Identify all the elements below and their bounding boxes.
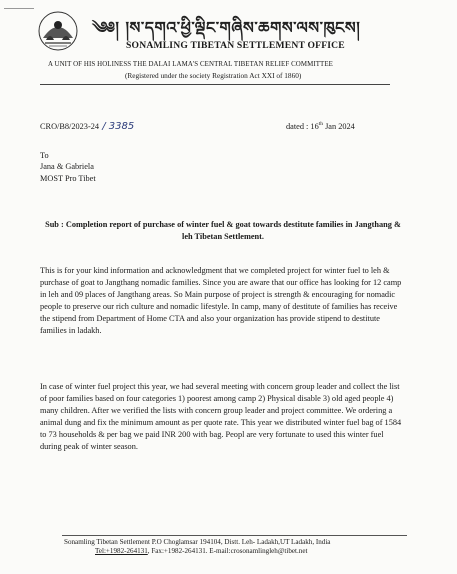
footer-address: Sonamling Tibetan Settlement P.O Choglamsar 194104, Distt. Leh- Ladakh,UT Ladakh, India (64, 538, 331, 546)
tibetan-office-title: ༄༅། །ས་དགའ་ཕྱི་ལྡིང་གཞིས་ཆགས་ལས་ཁུངས། (92, 18, 361, 37)
recipient-org: MOST Pro Tibet (40, 173, 96, 183)
date-suffix: th (318, 121, 323, 127)
letter-date (286, 121, 355, 131)
recipient-block (40, 150, 96, 184)
tibetan-emblem-icon (37, 10, 79, 52)
paragraph-1: This is for your kind information and acknowledgment that we completed project for winter fuel to leh & purchase of goat to Jangthang nomadic families. Since you are aware that our office has looking for 12 camp in leh and 09 places of Jangthang areas. So Main purpose of project is strength & encouraging for nomadic people to preserve our rich culture and nomadic lifestyle. In camp, many of destitute of families has receive the stipend from Department of Home CTA and also your organization has provide stipend to destitute families in ladakh. (40, 266, 402, 335)
unit-line: A UNIT OF HIS HOLINESS THE DALAI LAMA'S CENTRAL TIBETAN RELIEF COMMITTEE (48, 61, 333, 68)
footer-tel[interactable]: Tel:+1982-264131 (95, 547, 148, 555)
handwritten-number: 3385 (108, 121, 135, 132)
to-label: To (40, 151, 49, 160)
subject-line: Sub : Completion report of purchase of winter fuel & goat towards destitute families in Jangthang & leh Tibetan Settlement. (45, 220, 401, 241)
header-divider (40, 84, 390, 85)
footer-contact (95, 547, 307, 555)
office-name: SONAMLING TIBETAN SETTLEMENT OFFICE (126, 40, 345, 51)
footer-fax-email: , Fax:+1982-264131. E-mail:crosonamlingleh@tibet.net (147, 547, 308, 555)
recipient-names: Jana & Gabriela (40, 162, 94, 172)
date-rest: Jan 2024 (323, 121, 355, 131)
date-label: dated : 16 (286, 121, 319, 131)
corner-mark (4, 8, 34, 9)
footer-divider (62, 535, 407, 536)
reference-number (40, 121, 134, 132)
handwritten-slash: / (99, 121, 109, 132)
registration-line: (Registered under the society Registration Act XXI of 1860) (125, 71, 302, 80)
reference-prefix: CRO/B8/2023-24 (40, 122, 100, 131)
paragraph-2: In case of winter fuel project this year, we had several meeting with concern group leader and collect the list of poor families based on four categories 1) poorest among camp 2) Physical disable 3) old aged people 4) many children. After we verified the lists with concern group leader and project committee. We ordering a animal dung and fix the minimum amount as per quote rate. This year we distributed winter fuel bag of 1584 to 73 households & per bag we paid INR 200 with bag. Peopl are very fortunate to used this winter fuel during peak of winter season. (40, 382, 402, 451)
